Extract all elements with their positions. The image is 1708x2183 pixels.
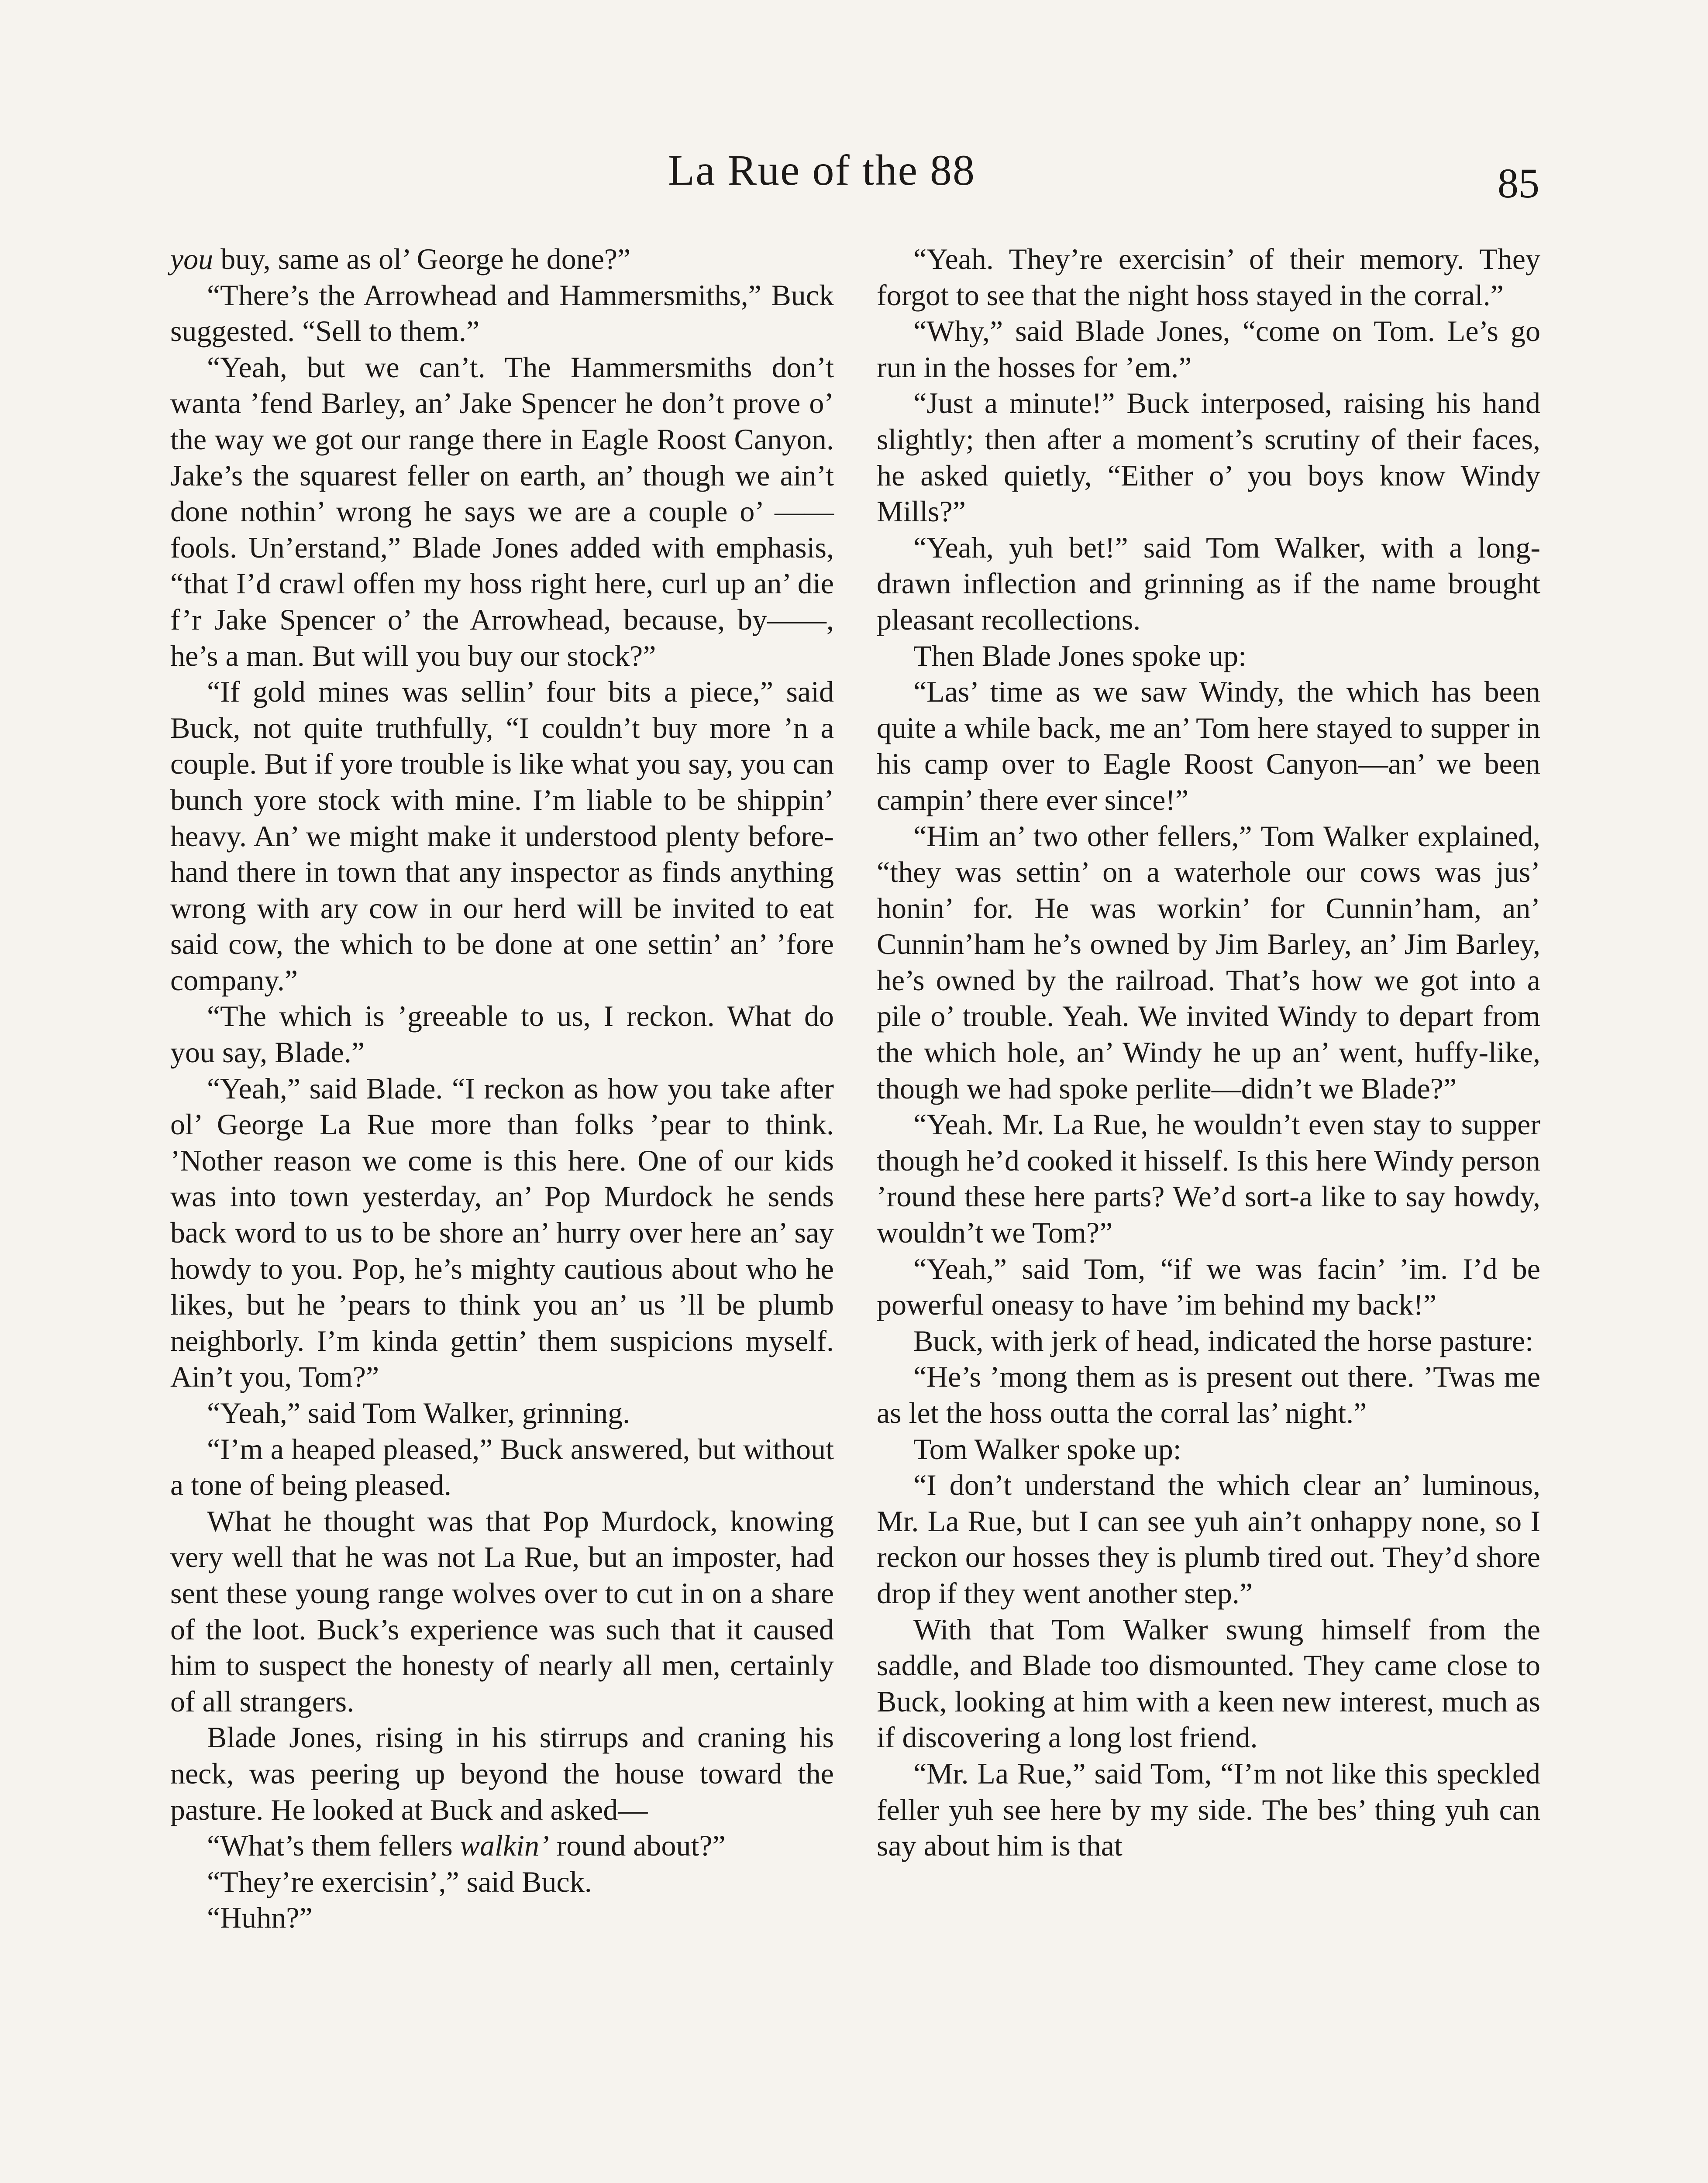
paragraph [877,818,1540,1107]
paragraph-text: “Yeah. Mr. La Rue, he wouldn’t even stay to supper though he’d cooked it hisself. Is this here Windy person ’round these here parts? We’d sort-a like to say howdy, wouldn’t we Tom?” [877,1108,1540,1250]
page-number: 85 [1498,160,1539,207]
paragraph-text: buy, same as ol’ George he done?” [213,242,631,275]
right-text-column [877,241,1540,1864]
paragraph [877,1431,1540,1467]
paragraph [170,674,834,998]
paragraph-text: “Yeah,” said Tom Walker, grinning. [207,1396,630,1429]
paragraph [877,1611,1540,1756]
paragraph [877,241,1540,313]
paragraph-text: Then Blade Jones spoke up: [913,639,1247,672]
paragraph [877,385,1540,529]
paragraph-text: “They’re exercisin’,” said Buck. [207,1865,592,1898]
paragraph [170,1828,834,1864]
paragraph [877,1467,1540,1611]
paragraph-text: With that Tom Walker swung himself from the saddle, and Blade too dismounted. They came close to Buck, looking at him with a keen new interest, much as if discovering a long lost friend. [877,1612,1540,1754]
paragraph-text: “There’s the Arrowhead and Hammersmiths,” Buck suggested. “Sell to them.” [170,278,834,348]
paragraph-text: “Just a minute!” Buck interposed, raising his hand slightly; then after a moment’s scrutiny of their faces, he asked quietly, “Either o’ you boys know Windy Mills?” [877,386,1540,528]
running-head-title: La Rue of the 88 [668,146,976,194]
left-text-column [170,241,834,1936]
paragraph-text: “What’s them fellers [207,1829,460,1863]
paragraph [170,277,834,349]
paragraph-text: “Huhn?” [207,1901,313,1935]
paragraph-text: “Mr. La Rue,” said Tom, “I’m not like this speckled feller yuh see here by my side. The bes’ thing yuh can say about him is that [877,1756,1540,1863]
paragraph-text: “Yeah,” said Blade. “I reckon as how you take after ol’ George La Rue more than folks ’pear to think. ’Nother reason we come is this here. One of our kids was into town yesterday, an’ Pop Murdock he sends back word to us to be shore an’ hurry over here an’ say howdy to you. Pop, he’s mighty cautious about who he likes, but he ’pears to think you an’ us ’ll be plumb neighborly. I’m kinda gettin’ them suspicions myself. Ain’t you, Tom?” [170,1071,834,1394]
paragraph-text: Tom Walker spoke up: [913,1432,1181,1466]
paragraph [877,1756,1540,1864]
italic-text: you [170,242,214,275]
paragraph-text: “Yeah. They’re exercisin’ of their memory. They forgot to see that the night hoss stayed in the corral.” [877,242,1540,312]
paragraph [170,1503,834,1720]
paragraph-text: “I don’t understand the which clear an’ luminous, Mr. La Rue, but I can see yuh ain’t onhappy none, so I reckon our hosses they is plumb tired out. They’d shore drop if they went another step.” [877,1468,1540,1610]
paragraph [170,1900,834,1936]
paragraph-text: Blade Jones, rising in his stirrups and craning his neck, was peering up beyond the house toward the pasture. He looked at Buck and asked— [170,1721,834,1826]
paragraph-text: “The which is ’greeable to us, I reckon. What do you say, Blade.” [170,999,834,1069]
paragraph [877,638,1540,674]
paragraph-text: Buck, with jerk of head, indicated the horse pasture: [913,1324,1533,1357]
paragraph [170,998,834,1070]
paragraph [877,1323,1540,1359]
paragraph [170,241,834,277]
italic-text: walkin’ [460,1829,549,1863]
paragraph-text: “Yeah, yuh bet!” said Tom Walker, with a long-drawn inflection and grinning as if the name brought pleasant recollections. [877,530,1540,636]
paragraph [877,1251,1540,1323]
paragraph [170,1719,834,1828]
paragraph [170,1395,834,1431]
paragraph [170,1071,834,1395]
paragraph-text: What he thought was that Pop Murdock, knowing very well that he was not La Rue, but an imposter, had sent these young range wolves over to cut in on a share of the loot. Buck’s experience was such that it caused him to suspect the honesty of nearly all men, certainly of all strangers. [170,1504,834,1718]
paragraph-text: “I’m a heaped pleased,” Buck answered, but without a tone of being pleased. [170,1432,834,1502]
paragraph [877,530,1540,638]
paragraph [877,1359,1540,1431]
paragraph [877,674,1540,818]
paragraph [170,1864,834,1900]
paragraph-text: “Las’ time as we saw Windy, the which has been quite a while back, me an’ Tom here stayed to supper in his camp over to Eagle Roost Canyon—an’ we been campin’ there ever since!” [877,675,1540,816]
paragraph [877,1106,1540,1250]
paragraph-text: “Yeah, but we can’t. The Hammersmiths don’t wanta ’fend Barley, an’ Jake Spencer he don’t prove o’ the way we got our range there in Eagle Roost Canyon. Jake’s the squarest feller on earth, an’ though we ain’t done nothin’ wrong he says we are a couple o’ —— fools. Un’erstand,” Blade Jones added with emphasis, “that I’d crawl offen my hoss right here, curl up an’ die f’r Jake Spencer o’ the Arrowhead, because, by——, he’s a man. But will you buy our stock?” [170,350,834,672]
paragraph [877,313,1540,385]
paragraph [170,349,834,674]
paragraph [170,1431,834,1503]
paragraph-text: “Why,” said Blade Jones, “come on Tom. Le’s go run in the hosses for ’em.” [877,314,1540,384]
paragraph-text: “He’s ’mong them as is present out there. ’Twas me as let the hoss outta the corral las’ night.” [877,1360,1540,1429]
paragraph-text: round about?” [549,1829,726,1863]
paragraph-text: “Him an’ two other fellers,” Tom Walker explained, “they was settin’ on a waterhole our cows was jus’ honin’ for. He was workin’ for Cunnin’ham, an’ Cunnin’ham he’s owned by Jim Barley, an’ Jim Barley, he’s owned by the railroad. That’s how we got into a pile o’ trouble. Yeah. We invited Windy to depart from the which hole, an’ Windy he up an’ went, huffy-like, though we had spoke perlite—didn’t we Blade?” [877,819,1540,1105]
paragraph-text: “If gold mines was sellin’ four bits a piece,” said Buck, not quite truthfully, “I couldn’t buy more ’n a couple. But if yore trouble is like what you say, you can bunch yore stock with mine. I’m liable to be shippin’ heavy. An’ we might make it understood plenty before-hand there in town that any inspector as finds anything wrong with ary cow in our herd will be invited to eat said cow, the which to be done at one settin’ an’ ’fore company.” [170,675,834,997]
paragraph-text: “Yeah,” said Tom, “if we was facin’ ’im. I’d be powerful oneasy to have ’im behind my back!” [877,1252,1540,1322]
